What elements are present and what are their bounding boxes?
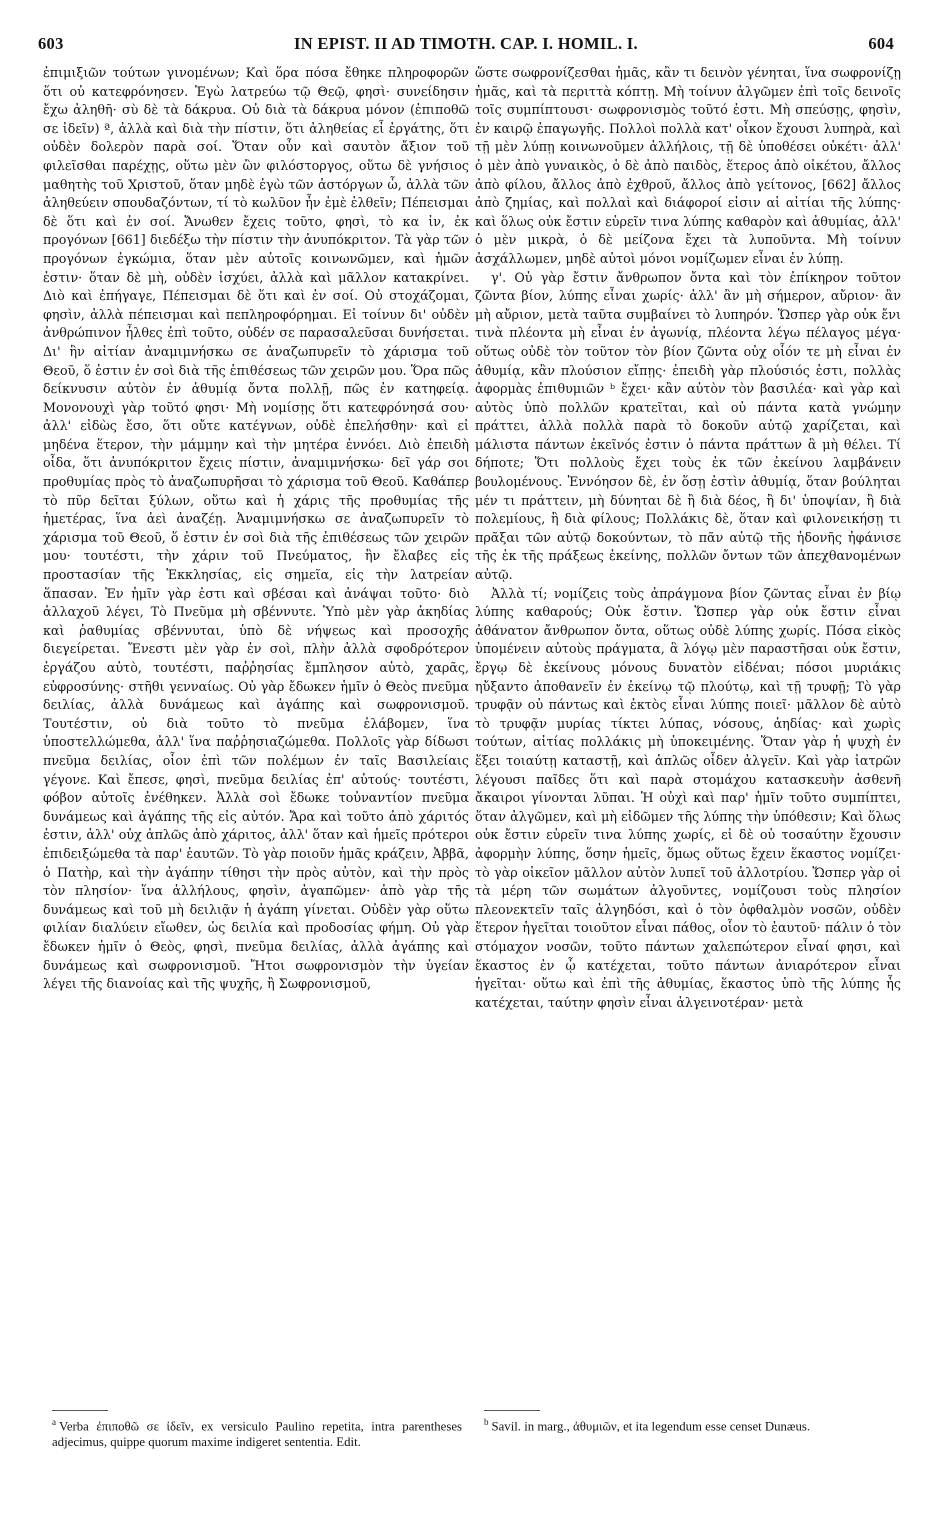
footnote-right [484, 1414, 884, 1434]
footnote-left [52, 1414, 462, 1450]
left-column [43, 64, 469, 994]
right-paragraph: γ'. Οὐ γὰρ ἔστιν ἄνθρωπον ὄντα καὶ τὸν ἐπίκηρον τοῦτον ζῶντα βίον, λύπης εἶναι χωρίς· ἀλλ' ἂν μὴ σήμερον, αὔριον· ἂν μὴ αὔριον, μετὰ ταῦτα συμβαίνει τὸ λυπηρόν. Ὥσπερ γὰρ οὐκ ἔνι τινὰ πλέοντα μὴ εἶναι ἐν ἀγωνίᾳ, πλέοντα λέγω πέλαγος μέγα· οὕτως οὐδὲ τὸν τοῦτον τὸν βίον ζῶντα οὐχ οἷόν τε μὴ εἶναι ἐν ἀθυμίᾳ, κἂν πλούσιον εἴπῃς· ἐπειδὴ γὰρ πλούσιός ἐστι, πολλὰς ἀφορμὰς ἐπιθυμιῶν ᵇ ἔχει· κἂν αὐτὸν τὸν βασιλέα· καὶ γὰρ καὶ αὐτὸς ὑπὸ πολλῶν κρατεῖται, καὶ οὐ πάντα κατὰ γνώμην πράττει, ἀλλὰ πολλὰ παρὰ τὸ δοκοῦν αὐτῷ χαρίζεται, καὶ μάλιστα πάντων ἐκεῖνός ἐστιν ὁ πάντα πράττων ἃ μὴ θέλει. Τί δήποτε; Ὅτι πολλοὺς ἔχει τοὺς ἐκ τῶν ἐκείνου λαμβάνειν βουλομένους. Ἐννόησον δὲ, ἐν ὅσῃ ἐστὶν ἀθυμίᾳ, ὅταν βούληται μέν τι πράττειν, μὴ δύνηται δὲ ἢ διὰ δέος, ἢ δι' ὑποψίαν, ἢ διὰ πολεμίους, ἢ διὰ φίλους; Πολλάκις δὲ, ὅταν καὶ φιλονεικήσῃ τι πρᾶξαι τῶν αὐτῷ δοκούντων, τὸ πᾶν αὐτῷ τῆς ἡδονῆς ἠφάνισε τῆς ἐκ τῆς πράξεως ἐκείνης, πολλῶν ὄντων τῶν ἀπεχθανομένων αὐτῷ. [475, 269, 901, 583]
page-header [38, 34, 894, 56]
footnote-divider [484, 1410, 540, 1411]
page-number-right: 604 [868, 34, 894, 53]
right-column [475, 64, 901, 1012]
footnote-marker: a [52, 1417, 56, 1427]
right-paragraph: ὥστε σωφρονίζεσθαι ἡμᾶς, κἂν τι δεινὸν γένηται, ἵνα σωφρονίζῃ ἡμᾶς, καὶ τὰ περιττὰ κόπτῃ. Μὴ τοίνυν ἀλγῶμεν ἐπὶ τοῖς δεινοῖς τοῖς συμπίπτουσι· σωφρονισμὸς τοῦτό ἐστι. Μὴ σπεύσῃς, φησὶν, ἐν καιρῷ ἐπαγωγῆς. Πολλοὶ πολλὰ κατ' οἶκον ἔχουσι λυπηρὰ, καὶ τῇ μὲν λύπῃ κοινωνοῦμεν ἀλλήλοις, τῇ δὲ ὑποθέσει οὐκέτι· ἀλλ' ὁ μὲν ἀπὸ γυναικὸς, ὁ δὲ ἀπὸ παιδὸς, ἕτερος ἀπὸ οἰκέτου, ἄλλος ἀπὸ φίλου, ἄλλος ἀπὸ ἐχθροῦ, ἄλλος ἀπὸ γείτονος, [662] ἄλλος ἀπὸ ζημίας, καὶ πολλαὶ καὶ διάφοροί εἰσιν αἱ αἰτίαι τῆς λύπης· καὶ ὅλως οὐκ ἔστιν εὑρεῖν τινα λύπης καθαρὸν καὶ ἀθυμίας, ἀλλ' ὁ μὲν μικρὰ, ὁ δὲ μείζονα ἔχει τὰ λυποῦντα. Μὴ τοίνυν ἀσχάλλωμεν, μηδὲ αὐτοὶ μόνοι νομίζωμεν εἶναι ἐν λύπῃ. [475, 65, 901, 266]
footnote-marker: b [484, 1417, 489, 1427]
running-title: IN EPIST. II AD TIMOTH. CAP. I. HOMIL. I. [294, 34, 638, 53]
page-number-left: 603 [38, 34, 64, 53]
footnote-divider [52, 1410, 108, 1411]
footnote-text: Verba ἐπιποθῶ σε ἰδεῖν, ex versiculo Paulino repetita, intra parentheses adjecimus, quippe quorum maxime indigeret sententia. Edit. [52, 1419, 462, 1450]
footnote-text: Savil. in marg., ἀθυμιῶν, et ita legendum esse censet Dunæus. [491, 1419, 811, 1434]
right-paragraph: Ἀλλὰ τί; νομίζεις τοὺς ἀπράγμονα βίον ζῶντας εἶναι ἐν βίῳ λύπης καθαρούς; Οὐκ ἔστιν. Ὥσπερ γὰρ οὐκ ἔστιν εἶναι ἀθάνατον ἄνθρωπον ὄντα, οὕτως οὐδὲ λύπης χωρίς. Πόσα εἰκὸς ὑπομένειν αὐτοὺς πράγματα, ἃ λόγῳ μὲν παραστῆσαι οὐκ ἔστιν, ἔργῳ δὲ ἐκείνους μόνους δυνατὸν εἰδέναι; πόσοι μυριάκις ηὔξαντο ἀποθανεῖν ἐν ἐκείνῳ τῷ πλούτῳ, καὶ τῇ τρυφῇ; Τὸ γὰρ τρυφᾷν οὐ πάντως καὶ ἐκτὸς εἶναι λύπης ποιεῖ· μᾶλλον δὲ αὐτὸ τὸ τρυφᾷν μυρίας τίκτει λύπας, νόσους, ἀηδίας· καὶ χωρὶς τούτων, αἰτίας πολλάκις μὴ ὑποκειμένης. Ὅταν γὰρ ἡ ψυχὴ ἐν ἕξει τοιαύτῃ καταστῇ, καὶ ἁπλῶς οἶδεν ἀλγεῖν. Καὶ γὰρ ἰατρῶν λέγουσι παῖδες ὅτι καὶ παρὰ στομάχου κατασκευὴν ἀσθενῆ ἄκαιροι γίνονται λῦπαι. Ἡ οὐχὶ καὶ παρ' ἡμῖν τοῦτο συμπίπτει, ὅταν ἀλγῶμεν, καὶ μὴ εἰδῶμεν τῆς λύπης τὴν ὑπόθεσιν; Καὶ ὅλως οὐκ ἔστιν εὑρεῖν τινα λύπης χωρίς, εἰ δὲ οὐ τοσαύτην ἔχουσιν ἀφορμὴν λύπης, ὅσην ἡμεῖς, ὅμως οὕτως ἔχειν ἕκαστος νομίζει· τὸ γὰρ οἰκεῖον μᾶλλον αὐτὸν λυπεῖ τοῦ ἀλλοτρίου. Ὥσπερ γὰρ οἱ τὰ μέρη τῶν σωμάτων ἀλγοῦντες, νομίζουσι τοὺς πλησίον πλεονεκτεῖν ταῖς ἀλγηδόσι, καὶ ὁ τὸν ὀφθαλμὸν νοσῶν, οὐδὲν ἕτερον ἡγεῖται τοιοῦτον εἶναι πάθος, οἷον τὸ ἑαυτοῦ· πάλιν ὁ τὸν στόμαχον νοσῶν, τοῦτο πάντων χαλεπώτερον εἶναί φησι, καὶ ἕκαστος ἐν ᾧ κατέχεται, τοῦτο πάντων ἀνιαρότερον εἶναι ἡγεῖται· οὕτω καὶ ἐπὶ τῆς ἀθυμίας, ἕκαστος ὑπὸ τῆς λύπης ἧς κατέχεται, ταύτην φησὶν εἶναι ἀλγεινοτέραν· μετὰ [475, 585, 901, 1010]
left-paragraph: ἐπιμιξιῶν τούτων γινομένων; Καὶ ὅρα πόσα ἔθηκε πληροφορῶν ὅτι οὐ κατεφρόνησεν. Ἐγὼ λατρεύω τῷ Θεῷ, φησὶ· συνείδησιν ἔχω ἀληθῆ· σὺ δὲ τὰ δάκρυα. Οὐ διὰ τὰ δάκρυα μόνον (ἐπιποθῶ σε ἰδεῖν) ª, ἀλλὰ καὶ διὰ τὴν πίστιν, ὅτι ἀληθείας εἶ ἐργάτης, ὅτι οὐδὲν δολερὸν παρὰ σοί. Ὅταν οὖν καὶ σαυτὸν ἄξιον τοῦ φιλεῖσθαι παρέχῃς, οὕτω μὲν ὢν φιλόστοργος, οὕτω δὲ γνήσιος μαθητὴς τοῦ Χριστοῦ, ὅταν μηδὲ ἐγὼ τῶν ἀστόργων ὦ, ἀλλὰ τῶν ἀληθεύειν σπουδαζόντων, τί τὸ κωλῦον ἦν ἐμὲ ἐλθεῖν; Πέπεισμαι δὲ ὅτι καὶ ἐν σοί. Ἄνωθεν ἔχεις τοῦτο, φησὶ, τὸ κα ἰν, ἐκ προγόνων [661] διεδέξω τὴν πίστιν τὴν ἀνυπόκριτον. Τὰ γὰρ τῶν προγόνων ἐγκώμια, ὅταν μὲν αὐτοῖς κοινωνῶμεν, καὶ ἡμῶν ἐστιν· ὅταν δὲ μὴ, οὐδὲν ἰσχύει, ἀλλὰ καὶ μᾶλλον κατακρίνει. Διὸ καὶ ἐπήγαγε, Πέπεισμαι δὲ ὅτι καὶ ἐν σοί. Οὐ στοχάζομαι, φησὶν, ἀλλὰ πέπεισμαι καὶ πεπληροφόρημαι. Εἰ τοίνυν δι' οὐδὲν ἀνθρώπινον ἦλθες ἐπὶ τοῦτο, οὐδέν σε παρασαλεῦσαι δυνήσεται. Δι' ἣν αἰτίαν ἀναμιμνήσκω σε ἀναζωπυρεῖν τὸ χάρισμα τοῦ Θεοῦ, ὅ ἐστιν ἐν σοὶ διὰ τῆς ἐπιθέσεως τῶν χειρῶν μου. Ὅρα πῶς δείκνυσιν αὐτὸν ἐν ἀθυμίᾳ ὄντα πολλῇ, πῶς ἐν κατηφείᾳ. Μονονουχὶ γὰρ τοῦτό φησι· Μὴ νομίσῃς ὅτι κατεφρόνησά σου· ἀλλ' εἰδὼς ἔσο, ὅτι οὔτε κατέγνων, οὐδὲ ἐπελήσθην· καὶ εἰ μηδένα ἕτερον, τὴν μάμμην καὶ τὴν μητέρα ἐννόει. Διὸ ἐπειδὴ οἶδα, ὅτι ἀνυπόκριτον ἔχεις πίστιν, ἀναμιμνήσκω· δεῖ γάρ σοι προθυμίας πρὸς τὸ ἀναζωπυρῆσαι τὸ χάρισμα τοῦ Θεοῦ. Καθάπερ τὸ πῦρ δεῖται ξύλων, οὕτω καὶ ἡ χάρις τῆς προθυμίας τῆς ἡμετέρας, ἵνα ἀεὶ ἀναζέῃ. Ἀναμιμνήσκω σε ἀναζωπυρεῖν τὸ χάρισμα τοῦ Θεοῦ, ὅ ἐστιν ἐν σοὶ διὰ τῆς ἐπιθέσεως τῶν χειρῶν μου· τουτέστι, τὴν χάριν τοῦ Πνεύματος, ἣν ἔλαβες εἰς προστασίαν τῆς Ἐκκλησίας, εἰς σημεῖα, εἰς τὴν λατρείαν ἅπασαν. Ἐν ἡμῖν γὰρ ἐστι καὶ σβέσαι καὶ ἀνάψαι τοῦτο· διὸ ἀλλαχοῦ λέγει, Τὸ Πνεῦμα μὴ σβέννυτε. Ὑπὸ μὲν γὰρ ἀκηδίας καὶ ῥαθυμίας σβέννυται, ὑπὸ δὲ νήψεως καὶ προσοχῆς διεγείρεται. Ἔνεστι μὲν γὰρ ἐν σοὶ, πλὴν ἀλλὰ σφοδρότερον ἐργάζου αὐτὸ, τουτέστι, παῤῥησίας ἔμπλησον αὐτὸ, χαρᾶς, εὐφροσύνης· στῆθι γενναίως. Οὐ γὰρ ἔδωκεν ἡμῖν ὁ Θεὸς πνεῦμα δειλίας, ἀλλὰ δυνάμεως καὶ ἀγάπης καὶ σωφρονισμοῦ. Τουτέστιν, οὐ διὰ τοῦτο τὸ πνεῦμα ἐλάβομεν, ἵνα ὑποστελλώμεθα, ἀλλ' ἵνα παῤῥησιαζώμεθα. Πολλοῖς γὰρ δίδωσι πνεῦμα δειλίας, οἷον ἐπὶ τῶν πολέμων ἐν ταῖς Βασιλείαις γέγονε. Καὶ ἔπεσε, φησὶ, πνεῦμα δειλίας ἐπ' αὐτούς· τουτέστι, φόβον αὐτοῖς ἐνέθηκεν. Ἀλλὰ σοὶ ἔδωκε τοὐναντίον πνεῦμα δυνάμεως καὶ ἀγάπης τῆς εἰς αὐτόν. Ἄρα καὶ τοῦτο ἀπὸ χάριτός ἐστιν, ἀλλ' οὐχ ἁπλῶς ἀπὸ χάριτος, ἀλλ' ὅταν καὶ ἡμεῖς πρότεροι ἐπιδειξώμεθα τὰ παρ' ἑαυτῶν. Τὸ γὰρ ποιοῦν ἡμᾶς κράζειν, Ἀββᾶ, ὁ Πατὴρ, καὶ τὴν ἀγάπην τίθησι τὴν πρὸς αὐτὸν, καὶ τὴν πρὸς τὸν πλησίον· ἵνα ἀλλήλους, φησὶν, ἀγαπῶμεν· ἀπὸ γὰρ τῆς δυνάμεως καὶ τοῦ μὴ δειλιᾷν ἡ ἀγάπη γίνεται. Οὐδὲν γὰρ οὕτω φιλίαν διαλύειν εἴωθεν, ὡς δειλία καὶ προδοσίας φήμη. Οὐ γὰρ ἔδωκεν ἡμῖν ὁ Θεὸς, φησὶ, πνεῦμα δειλίας, ἀλλὰ ἀγάπης καὶ δυνάμεως καὶ σωφρονισμοῦ. Ἤτοι σωφρονισμὸν τὴν ὑγείαν λέγει τῆς διανοίας καὶ τῆς ψυχῆς, ἢ Σωφρονισμοῦ, [43, 65, 469, 992]
